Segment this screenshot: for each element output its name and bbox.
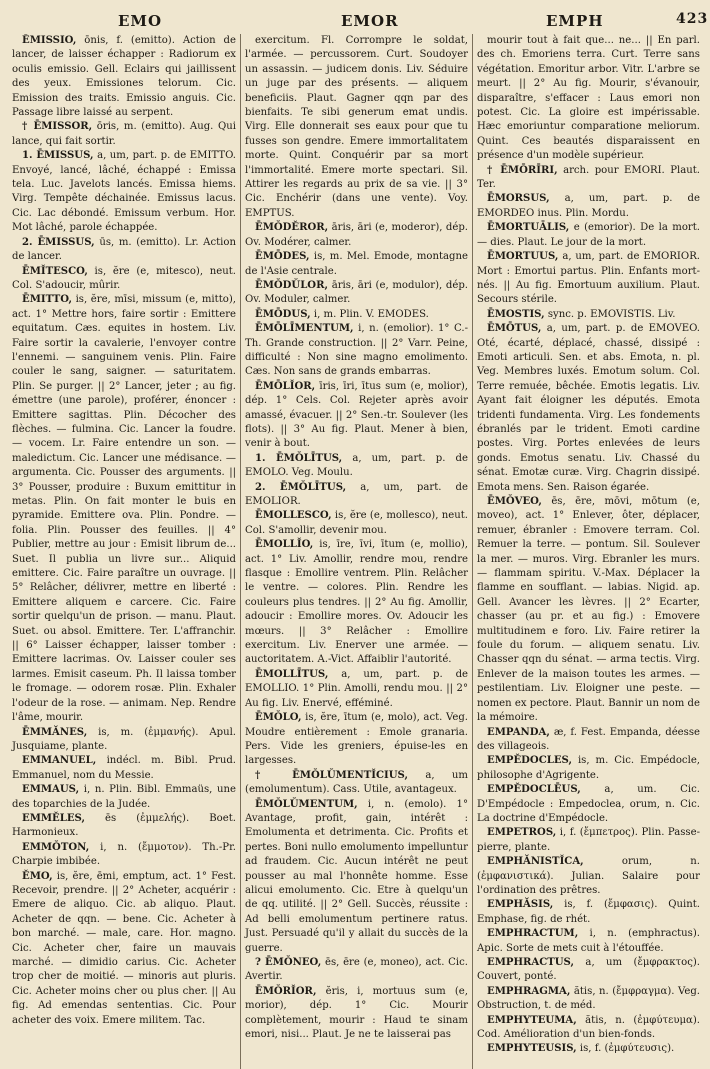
header-right-guideword: EMPH (546, 12, 604, 30)
entry-definition: ĕris, i, mortuus sum (e, morior), dép. 1° Cic. Mourir complètement, mourir : Haud te sinam emori, nisi... Plaut. Je ne te laisserai pas (245, 985, 468, 1041)
dictionary-entry (245, 711, 468, 769)
entry-definition: i, n. Plin. Bibl. Emmaüs, une des toparchies de la Judée. (12, 784, 236, 810)
entry-headword: EMPHRACTUS, (487, 957, 575, 968)
entry-definition: ōnis, f. (emitto). Action de lancer, de laisser échapper : Radiorum ex oculis emissio. Gell. Eclairs qui jaillissent des yeux. Emissiones telorum. Cic. Emission des traits. Emissio anguis. Cic. Passage libre laissé au serpent. (12, 35, 236, 119)
entry-headword: ĒMORTUUS, (487, 251, 559, 263)
entry-headword: † ĒMŌRĪRI, (487, 164, 558, 176)
header-left-guideword: EMO (118, 12, 163, 30)
dictionary-entry (12, 120, 236, 149)
entry-headword: † ĒMŎLŬMENTĬCIUS, (255, 769, 408, 781)
dictionary-entry (12, 870, 236, 1028)
entry-definition: æ, f. Fest. Empanda, déesse des villageois. (477, 726, 700, 752)
dictionary-entry (477, 826, 700, 855)
dictionary-entry (477, 34, 700, 164)
column-left (8, 34, 240, 1069)
entry-definition: a, um, part. p. de EMOLLIO. 1° Plin. Amolli, rendu mou. || 2° Au fig. Liv. Enervé, efféminé. (245, 668, 469, 709)
dictionary-entry (12, 34, 236, 120)
dictionary-entry (477, 322, 700, 495)
entry-definition: ătis, n. (ἔμφραγμα). Veg. Obstruction, t. de méd. (477, 985, 700, 1012)
entry-definition: i, m. Plin. V. EMODES. (313, 308, 429, 320)
entry-definition: ōris, m. (emitto). Aug. Qui lance, qui fait sortir. (12, 121, 236, 147)
dictionary-entry (245, 481, 468, 510)
entry-headword: EMPĔDOCLĒUS, (487, 784, 581, 796)
entry-definition: a, um, part. p. de EMORDEO inus. Plin. Mordu. (477, 193, 700, 219)
entry-definition: i, n. (emphractus). Apic. Sorte de mets cuit à l'étouffée. (477, 928, 700, 954)
entry-definition: a, um, part. de EMORIOR. Mort : Emortui partus. Plin. Enfants mort-nés. || Au fig. Emortuum auxilium. Plaut. Secours stérile. (477, 251, 700, 306)
entry-headword: 2. ĒMISSUS, (22, 236, 95, 248)
dictionary-entry (12, 293, 236, 725)
column-middle (240, 34, 472, 1069)
dictionary-entry (477, 164, 700, 193)
entry-headword: EMPHRAGMA, (487, 985, 571, 997)
entry-headword: ĒMŎLŬMENTUM, (255, 798, 358, 810)
entry-definition: a, um. Cic. D'Empédocle : Empedoclea, orum, n. Cic. La doctrine d'Empédocle. (477, 784, 700, 824)
entry-headword: EMMĔLES, (22, 812, 85, 824)
entry-headword: ĒMĬTESCO, (22, 265, 88, 277)
dictionary-entry (477, 495, 700, 726)
entry-headword: ĒMŎDĔROR, (255, 222, 329, 234)
entry-headword: ĒMŎDŬLOR, (255, 279, 329, 291)
entry-headword: ĒMOLLĬO, (255, 539, 314, 551)
entry-headword: ĒMORTUĀLIS, (487, 222, 570, 234)
entry-headword: EMPĔDOCLES, (487, 755, 572, 767)
dictionary-entry (477, 308, 700, 322)
dictionary-entry (477, 754, 700, 783)
entry-definition: orum, n. (ἐμφανιστικά). Julian. Salaire pour l'ordination des prêtres. (477, 856, 700, 896)
entry-definition: i, n. (ἔμμοτον). Th.-Pr. Charpie imbibée. (12, 841, 236, 868)
column-right (472, 34, 704, 1069)
entry-headword: ĒMISSIO, (22, 35, 77, 46)
entry-definition: a, um (emolumentum). Cass. Utile, avantageux. (245, 769, 468, 796)
entry-definition: is, m. (ἐμμανής). Apul. Jusquiame, plante. (12, 726, 237, 752)
entry-headword: EMPETROS, (487, 827, 557, 839)
dictionary-entry (477, 956, 700, 985)
entry-headword: EMPHĂNISTĬCA, (487, 856, 584, 868)
dictionary-entry (477, 855, 700, 898)
dictionary-entry (245, 798, 468, 956)
dictionary-entry (245, 509, 468, 538)
entry-definition: i, n. (emolior). 1° C.-Th. Grande construction. || 2° Varr. Peine, difficulté : Non sine magno emolimento. Cæs. Non sans de grands embarras. (245, 323, 468, 378)
entry-headword: ĒMITTO, (22, 294, 72, 306)
entry-headword: 2. ĒMŎLĪTUS, (255, 481, 347, 493)
entry-definition: is, ĕre, mīsi, missum (e, mitto), act. 1° Mettre hors, faire sortir : Emittere equitatum. Cæs. equites in hostem. Liv. Faire sortir la cavalerie, l'envoyer contre l'ennemi. — sanguinem venis. Plin. Faire couler le sang, saigner. — saturitatem. Plin. Se purger. || 2° Lancer, jeter ; au fig. émettre (une parole), proférer, énoncer : Emittere sagittas. Plin. Décocher des flèches. — fulmina. Cic. Lancer la foudre. — vocem. Lr. Faire entendre un son. — maledictum. Cic. Lancer une médisance. — argumenta. Cic. Pousser des arguments. || 3° Pousser, produire : Buxum emittitur in metas. Plin. On fait monter le buis en pyramide. Emittere ova. Plin. Pondre. — folia. Plin. Pousser des feuilles. || 4° Publier, mettre au jour : Emisit librum de... Suet. Il publia un livre sur... Aliquid emittere. Cic. Faire paraître un ouvrage. || 5° Relâcher, délivrer, mettre en liberté : Emittere aliquem e carcere. Cic. Faire sortir quelqu'un de prison. — manu. Plaut. Suet. ou absol. Emittere. Ter. L'affranchir. || 6° Laisser échapper, laisser tomber : Emittere lacrimas. Ov. Laisser couler ses larmes. Emisit caseum. Ph. Il laissa tomber le fromage. — odorem rosæ. Plin. Exhaler l'odeur de la rose. — animam. Nep. Rendre l'âme, mourir. (12, 294, 236, 724)
dictionary-entry (245, 279, 468, 308)
dictionary-entry (12, 149, 236, 235)
dictionary-entry (245, 538, 468, 668)
dictionary-entry (477, 898, 700, 927)
entry-definition: a, um, part. p. de EMOVEO. Oté, écarté, déplacé, chassé, dissipé : Emoti articuli. Sen. et abs. Emota, n. pl. Veg. Membres luxés. Emotum solum. Col. Terre remuée, bêchée. Emotis legatis. Liv. Ayant fait éloigner les députés. Emota tridenti fundamenta. Virg. Les fondements ébranlés par le trident. Emoti cardine postes. Virg. Portes enlevées de leurs gonds. Emotus senatu. Liv. Chassé du sénat. Emotæ curæ. Virg. Chagrin dissipé. Emota mens. Sen. Raison égarée. (477, 323, 700, 493)
entry-definition: e (emorior). De la mort. — dies. Plaut. Le jour de la mort. (477, 222, 700, 248)
dictionary-entry (12, 265, 236, 294)
entry-definition: arch. pour EMORI. Plaut. Ter. (477, 164, 700, 191)
entry-definition: is, īre, īvi, ītum (e, mollio), act. 1° Liv. Amollir, rendre mou, rendre flasque : Emollire ventrem. Plin. Relâcher le ventre. — colores. Plin. Rendre les couleurs plus tendres. || 2° Au fig. Amollir, adoucir : Emollire mores. Ov. Adoucir les mœurs. || 3° Relâcher : Emollire exercitum. Liv. Enerver une armée. — auctoritatem. A.-Vict. Affaiblir l'autorité. (245, 539, 469, 666)
entry-headword: ĒMŌDUS, (255, 308, 311, 320)
dictionary-entry (245, 380, 468, 452)
entry-headword: EMPHRACTUM, (487, 928, 579, 940)
entry-definition: āris, āri (e, moderor), dép. Ov. Modérer, calmer. (245, 222, 468, 248)
dictionary-entry (12, 841, 236, 870)
entry-headword: EMPHYTEUMA, (487, 1014, 577, 1026)
dictionary-entry (477, 985, 700, 1014)
dictionary-entry (245, 769, 468, 798)
entry-definition: is, ĕre, ītum (e, molo), act. Veg. Moudre entièrement : Emole granaria. Pers. Vide les greniers, épuise-les en largesses. (245, 712, 468, 767)
dictionary-entry (477, 1042, 700, 1056)
header-center-guideword: EMOR (341, 12, 399, 30)
entry-definition: is, m. Mel. Emode, montagne de l'Asie centrale. (245, 251, 468, 277)
dictionary-entry (245, 34, 468, 221)
entry-headword: ĒMŌDES, (255, 251, 310, 263)
entry-definition: indécl. m. Bibl. Prud. Emmanuel, nom du Messie. (12, 755, 236, 781)
dictionary-entry (12, 726, 236, 755)
dictionary-entry (245, 985, 468, 1043)
entry-definition: ēs, ēre (e, moneo), act. Cic. Avertir. (245, 957, 468, 983)
dictionary-entry (12, 783, 236, 812)
entry-definition: a, um, part. de EMOLIOR. (245, 481, 468, 507)
dictionary-entry (477, 783, 700, 826)
dictionary-entry (477, 726, 700, 755)
entry-definition: ēs (ἐμμελής). Boet. Harmonieux. (12, 812, 236, 839)
entry-definition: a, um (ἔμφρακτος). Couvert, ponté. (477, 957, 701, 983)
dictionary-entry (477, 192, 700, 221)
entry-definition: is, ĕre, ēmi, emptum, act. 1° Fest. Recevoir, prendre. || 2° Acheter, acquérir : Emere de aliquo. Cic. ab aliquo. Plaut. Acheter de qqn. — bene. Cic. Acheter à bon marché. — male, care. Hor. magno. Cic. Acheter cher, faire un mauvais marché. — dimidio carius. Cic. Acheter trop cher de moitié. — minoris aut pluris. Cic. Acheter moins cher ou plus cher. || Au fig. Ad emendas sententias. Cic. Pour acheter des voix. Emere militem. Tac. (12, 870, 236, 1026)
entry-headword: ĒMOSTIS, (487, 308, 545, 320)
entry-headword: ĒMŌLĪMENTUM, (255, 323, 354, 335)
entry-definition: is, ĕre (e, mitesco), neut. Col. S'adoucir, mûrir. (12, 265, 236, 291)
entry-headword: EMMAUS, (22, 784, 80, 796)
entry-definition: mourir tout à fait que... ne... || En parl. des ch. Emoriens terra. Curt. Terre sans végétation. Emoritur arbor. Vitr. L'arbre se meurt. || 2° Au fig. Mourir, s'évanouir, disparaître, s'effacer : Laus emori non potest. Cic. La gloire est impérissable. Hæc emoriuntur comparatione meliorum. Quint. Ces beautés disparaissent en présence d'un modèle supérieur. (477, 35, 700, 162)
entry-definition: is, m. Cic. Empédocle, philosophe d'Agrigente. (477, 755, 700, 781)
entry-headword: EMMANUEL, (22, 755, 97, 767)
entry-definition: i, f. (ἔμπετρος). Plin. Passe-pierre, plante. (477, 827, 700, 853)
dictionary-entry (477, 221, 700, 250)
text-columns (8, 34, 704, 1069)
dictionary-entry (245, 308, 468, 322)
entry-headword: ĒMŌLĬOR, (255, 380, 316, 392)
entry-headword: EMPHĂSIS, (487, 899, 554, 911)
page-number: 423 (676, 11, 709, 27)
entry-definition: īris, īri, ītus sum (e, molior), dép. 1° Cels. Col. Rejeter après avoir amassé, évacuer. || 2° Sen.-tr. Soulever (les flots). || 3° Au fig. Plaut. Mener à bien, venir à bout. (245, 380, 468, 450)
entry-definition: ēs, ēre, mōvi, mōtum (e, moveo), act. 1° Enlever, ôter, déplacer, remuer, ébranler : Emovere terram. Col. Remuer la terre. — pontum. Sil. Soulever la mer. — muros. Virg. Ebranler les murs. — flammam spiritu. V.-Max. Déplacer la flamme en soufflant. — labias. Nigid. ap. Gell. Avancer les lèvres. || 2° Ecarter, chasser (au pr. et au fig.) : Emovere multitudinem e foro. Liv. Faire retirer la foule du forum. — aliquem senatu. Liv. Chasser qqn du sénat. — arma tectis. Virg. Enlever de la maison toutes les armes. — pestilentiam. Liv. Eloigner une peste. — nomen ex pectore. Plaut. Bannir un nom de la mémoire. (477, 496, 700, 724)
entry-headword: ĒMŎVEO, (487, 496, 542, 507)
entry-definition: sync. p. EMOVISTIS. Liv. (547, 308, 676, 320)
dictionary-entry (245, 956, 468, 985)
dictionary-entry (245, 668, 468, 711)
entry-definition: is, f. (ἔμφασις). Quint. Emphase, fig. de rhét. (477, 899, 700, 925)
entry-headword: 1. ĒMŎLĪTUS, (255, 452, 343, 464)
entry-definition: a, um, part. p. de EMITTO. Envoyé, lancé, lâché, échappé : Emissa tela. Luc. Javelots lancés. Emissa hiems. Virg. Tempête déchainée. Emissus lacus. Cic. Lac débondé. Emissum verbum. Hor. Mot lâché, parole échappée. (12, 150, 236, 234)
dictionary-entry (245, 452, 468, 481)
entry-definition: āris, āri (e, modulor), dép. Ov. Moduler, calmer. (245, 279, 468, 306)
entry-headword: ĒMORSUS, (487, 193, 550, 205)
dictionary-entry (477, 250, 700, 308)
entry-definition: is, ĕre (e, mollesco), neut. Col. S'amollir, devenir mou. (245, 510, 468, 536)
entry-headword: EMPANDA, (487, 726, 550, 738)
entry-definition: a, um, part. p. de EMOLO. Veg. Moulu. (245, 452, 468, 479)
entry-definition: is, f. (ἐμφύτευσις). (579, 1043, 675, 1055)
dictionary-entry (245, 322, 468, 380)
dictionary-entry (477, 1014, 700, 1043)
entry-headword: ĒMŎRĬOR, (255, 985, 317, 997)
entry-headword: EMMŎTON, (22, 841, 90, 853)
entry-headword: ĒMMĂNES, (22, 726, 88, 738)
entry-headword: ĒMOLLĪTUS, (255, 668, 329, 680)
dictionary-entry (12, 754, 236, 783)
entry-definition: ūs, m. (emitto). Lr. Action de lancer. (12, 236, 236, 263)
entry-definition: ătis, n. (ἐμφύτευμα). Cod. Amélioration d'un bien-fonds. (477, 1014, 700, 1041)
entry-definition: exercitum. Fl. Corrompre le soldat, l'armée. — percussorem. Curt. Soudoyer un assassin. — judicem donis. Liv. Séduire un juge par des présents. — aliquem beneficiis. Plaut. Gagner qqn par des bienfaits. Te sibi generum emat undis. Virg. Elle donnerait ses eaux pour que tu fusses son gendre. Emere immortalitatem morte. Quint. Conquérir par sa mort l'immortalité. Emere morte spectari. Sil. Attirer les regards au prix de sa vie. || 3° Cic. Enchérir (dans une vente). Voy. EMPTUS. (245, 35, 468, 219)
entry-headword: ? ĒMŎNEO, (255, 957, 322, 968)
dictionary-entry (245, 250, 468, 279)
dictionary-entry (12, 812, 236, 841)
entry-headword: 1. ĒMISSUS, (22, 150, 94, 162)
entry-headword: ĒMOLLESCO, (255, 510, 332, 522)
dictionary-entry (477, 927, 700, 956)
entry-headword: † ĒMISSOR, (22, 121, 93, 133)
entry-definition: i, n. (emolo). 1° Avantage, profit, gain, intérêt : Emolumenta et detrimenta. Cic. Profits et pertes. Boni nullo emolumento impelluntur ad fraudem. Cic. Aucun intérêt ne peut pousser au mal l'honnête homme. Esse alicui emolumento. Cic. Etre à quelqu'un de qq. utilité. || 2° Gell. Succès, réussite : Ad belli emolumentum pertinere ratus. Just. Persuadé qu'il y allait du succès de la guerre. (245, 798, 468, 954)
dictionary-entry (245, 221, 468, 250)
entry-headword: ĒMŌTUS, (487, 323, 542, 335)
entry-headword: ĔMO, (22, 870, 53, 882)
dictionary-entry (12, 236, 236, 265)
entry-headword: EMPHYTEUSIS, (487, 1043, 577, 1055)
entry-headword: ĒMŎLO, (255, 712, 302, 724)
